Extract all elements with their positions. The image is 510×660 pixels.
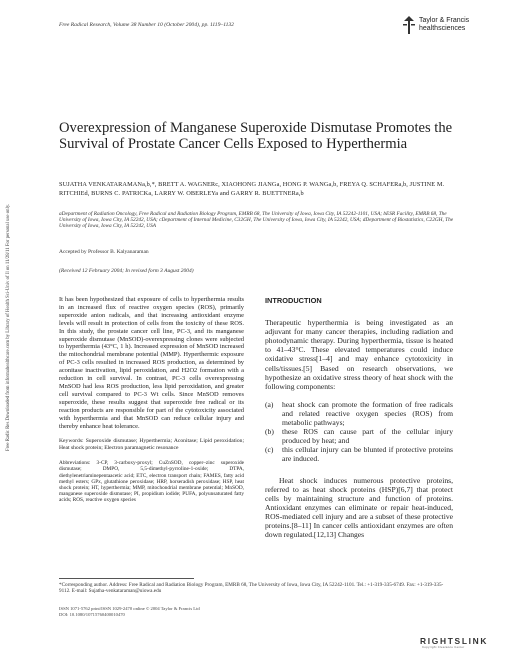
list-item-text: this cellular injury can be blunted if protective proteins are induced. [282, 445, 453, 464]
rightslink-logo[interactable] [420, 636, 494, 650]
author-affiliations: aDepartment of Radiation Oncology, Free Radical and Radiation Biology Program, EMRB 68, The University of Iowa, Iowa City, IA 52242-1101, USA; bESR Facility, EMRB 68, The University of Iowa, Iowa City, IA 52242, USA; cDepartment of Internal Medicine, C32GH, The University of Iowa, Iowa City, IA 52242, USA; dDepartment of Biostatistics, C22GH, The University of Iowa, Iowa City, IA 52242, USA [59, 211, 454, 230]
hypothesis-list [265, 400, 453, 464]
intro-paragraph-2: Heat shock induces numerous protective proteins, referred to as heat shock proteins (HSP)[6,7] that protect cells by maintaining structure and function of proteins. Antioxidant enzymes can eliminate or repair heat-induced, ROS-mediated cell injury and are a subset of these protective proteins.[8–11] In cancer cells antioxidant enzymes are often down regulated.[12,13] Changes [265, 475, 453, 540]
list-item [265, 400, 453, 427]
journal-citation: Free Radical Research, Volume 38 Number 10 (October 2004), pp. 1119–1132 [59, 22, 234, 28]
issn-doi-block [59, 606, 359, 617]
abbreviations: Abbreviations: 3-CP, 3-carboxy-proxyl; CuZnSOD, copper–zinc superoxide dismutase; DMPO, 5,5-dimethyl-pyrroline-1-oxide; DTPA, diethylenetriaminepentaacetic acid; ETC, electron transport chain; FAMES, fatty acid methyl esters; GPx, glutathione peroxidase; HRP, horseradish peroxidase; HSP, heat shock protein; HT, hyperthermia; MMP, mitochondrial membrane potential; MnSOD, manganese superoxide dismutase; PI, propidium iodide; PUFA, polyunsaturated fatty acids; ROS, reactive oxygen species [59, 460, 244, 504]
introduction-column [265, 296, 453, 539]
issn-line: ISSN 1071-5762 print/ISSN 1029-2470 online © 2004 Taylor & Francis Ltd [59, 606, 200, 611]
publisher-imprint: healthsciences [419, 25, 466, 32]
list-item-label: (a) [265, 399, 274, 409]
intro-paragraph-1: Therapeutic hyperthermia is being investigated as an adjuvant for many cancer therapies, including radiation and photodynamic therapy. During hyperthermia, tissue is heated to 41–43°C. These elevated temperatures could induce oxidative stress[1–4] and may enhance cytotoxicity in cells/tissues.[5] Based on research observations, we hypothesize an oxidative stress theory of heat shock with the following components: [265, 318, 453, 391]
abstract-text: It has been hypothesized that exposure of cells to hyperthermia results in an increased flux of reactive oxygen species (ROS), primarily superoxide anion radicals, and that increasing antioxidant enzyme levels will result in protection of cells from the toxicity of these ROS. In this study, the prostate cancer cell line, PC-3, and its manganese superoxide dismutase (MnSOD)-overexpressing clones were subjected to hyperthermia (43°C, 1 h). Increased expression of MnSOD increased the mitochondrial membrane potential (MMP). Hyperthermic exposure of PC-3 cells resulted in increased ROS production, as determined by aconitase inactivation, lipid peroxidation, and H2O2 formation with a reduction in cell survival. In contrast, PC-3 cells overexpressing MnSOD had less ROS production, less lipid peroxidation, and greater cell survival compared to PC-3 Wt cells. Since MnSOD removes superoxide, these results suggest that superoxide free radical or its reaction products are responsible for part of the cytotoxicity associated with hyperthermia and that MnSOD can reduce cellular injury and thereby enhance heat tolerance. [59, 296, 244, 430]
rightslink-tagline: Copyright Clearance Center [422, 645, 465, 649]
section-heading: INTRODUCTION [265, 296, 322, 305]
list-item-text: heat shock can promote the formation of free radicals and related reactive oxygen species (ROS) from metabolic pathways; [282, 399, 453, 428]
list-item [265, 445, 453, 463]
list-item-label: (b) [265, 427, 274, 437]
author-list: SUJATHA VENKATARAMANa,b,*, BRETT A. WAGNERc, XIAOHONG JIANGa, HONG P. WANGa,b, FREYA Q. SCHAFERa,b, JUSTINE M. RITCHIEd, BURNS C. PATRICKa, LARRY W. OBERLEYa and GARRY R. BUETTNERa,b [59, 181, 445, 197]
corresponding-author-footnote: *Corresponding author. Address: Free Radical and Radiation Biology Program, EMRB 68, The University of Iowa, Iowa City, IA 52242-1101. Tel.: +1-319-335-6749. Fax: +1-319-335-9112. E-mail: Sujatha-venkataraman@uiowa.edu [59, 582, 444, 595]
list-item-text: these ROS can cause part of the cellular injury produced by heat; and [282, 427, 453, 446]
publisher-logo-icon [401, 15, 417, 35]
publisher-name: Taylor & Francis [419, 17, 470, 24]
download-watermark-text: Free Radic Res Downloaded from informahealthcare.com by Library of Health Sci-Univ of Il on 11/28/11 For personal use only. [6, 203, 11, 451]
publisher-logo [401, 15, 491, 39]
footnote-rule [59, 578, 194, 579]
list-item [265, 427, 453, 445]
accepted-by: Accepted by Professor B. Kalyanaraman [59, 249, 149, 255]
rightslink-wordmark: RIGHTSLINK [420, 636, 489, 646]
keywords: Keywords: Superoxide dismutase; Hyperthermia; Aconitase; Lipid peroxidation; Heat shock protein; Electron paramagnetic resonance [59, 438, 244, 452]
doi-line: DOI: 10.1080/10715760400010470 [59, 611, 125, 617]
download-watermark [4, 203, 20, 455]
received-dates: (Received 12 February 2004; In revised form 3 August 2004) [59, 268, 194, 274]
list-item-label: (c) [265, 445, 274, 455]
article-title: Overexpression of Manganese Superoxide Dismutase Promotes the Survival of Prostate Cancer Cells Exposed to Hyperthermia [59, 120, 453, 152]
abstract-column [59, 296, 244, 504]
